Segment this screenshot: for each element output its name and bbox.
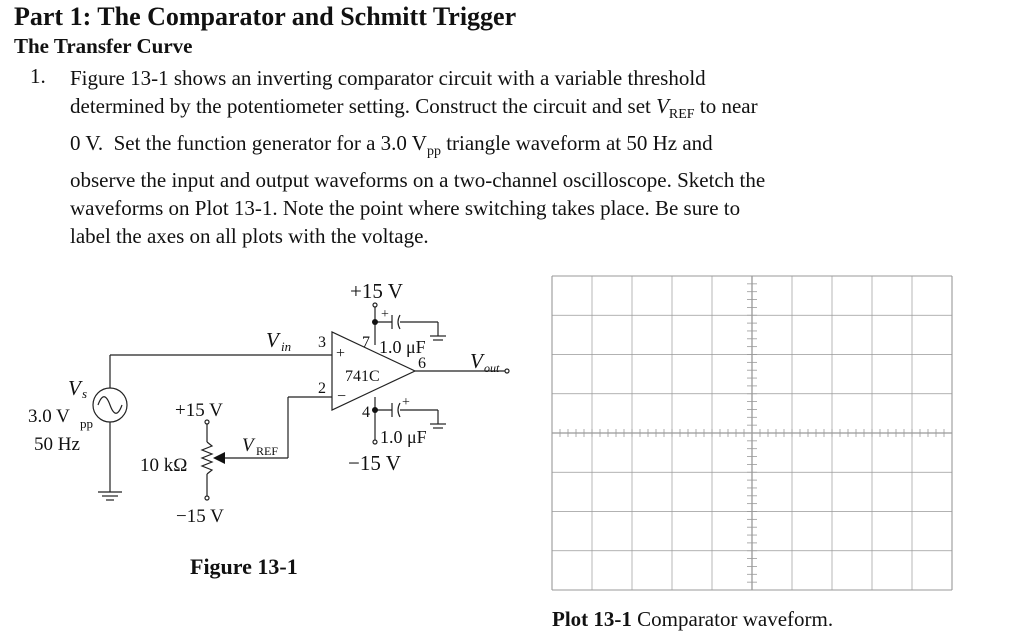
source-frequency: 50 Hz [34, 434, 80, 455]
vpp-subscript: pp [426, 144, 441, 160]
pin-4-label: 4 [362, 404, 370, 421]
vref-subscript-fig: REF [256, 444, 279, 458]
step-paragraph [70, 64, 765, 250]
cap-top-polarity: + [381, 307, 389, 322]
plot-caption-text: Comparator waveform. [631, 607, 834, 631]
pin-7-label: 7 [362, 334, 370, 351]
supply-top-label: +15 V [350, 279, 403, 303]
vs-symbol: V [68, 376, 81, 400]
section-title: Part 1: The Comparator and Schmitt Trigger [14, 2, 517, 31]
pot-value-label: 10 kΩ [140, 455, 188, 476]
potentiometer-icon [202, 442, 212, 474]
cap-bottom-label: 1.0 μF [380, 427, 427, 447]
pot-supply-bottom-label: −15 V [176, 506, 224, 527]
source-amplitude: 3.0 V [28, 406, 70, 427]
plot-caption-bold: Plot 13-1 [552, 607, 632, 631]
sine-wave-icon [98, 397, 122, 414]
pin-2-label: 2 [318, 380, 326, 397]
figure-caption: Figure 13-1 [190, 554, 298, 579]
pin-6-label: 6 [418, 355, 426, 372]
vs-subscript: s [82, 386, 88, 401]
step-line-3-tail: triangle waveform at 50 Hz and [440, 131, 713, 156]
oscilloscope-grid [548, 272, 956, 594]
pin-3-label: 3 [318, 334, 326, 351]
vref-symbol: V [656, 94, 669, 118]
vout-subscript: out [484, 361, 500, 375]
inverting-sign: − [337, 388, 347, 405]
step-line-2-text: determined by the potentiometer setting. Construct the circuit and set [70, 94, 657, 118]
noninverting-sign: + [336, 345, 346, 362]
step-line-3-text: 0 V. Set the function generator for a 3.0 V [70, 131, 427, 156]
opamp-label: 741C [345, 368, 380, 385]
vref-subscript: REF [668, 107, 695, 123]
supply-bottom-terminal [373, 440, 377, 444]
output-terminal [505, 369, 509, 373]
step-line-3 [70, 129, 765, 166]
pot-supply-top-label: +15 V [175, 400, 223, 421]
capacitor-bottom-icon [398, 403, 400, 417]
source-amplitude-sub: pp [80, 416, 93, 431]
circuit-figure [0, 270, 540, 639]
capacitor-top-icon [398, 315, 400, 329]
plot-caption [552, 607, 833, 632]
cap-top-label: 1.0 μF [379, 337, 426, 357]
supply-top-terminal [373, 303, 377, 307]
step-number: 1. [30, 64, 46, 88]
step-line-5: waveforms on Plot 13-1. Note the point where switching takes place. Be sure to [70, 196, 741, 221]
step-line-1: Figure 13-1 shows an inverting comparator circuit with a variable threshold [70, 66, 706, 90]
wiper-arrow-icon [213, 452, 225, 464]
vin-symbol: V [266, 328, 279, 352]
step-line-6: label the axes on all plots with the voltage. [70, 224, 429, 249]
vin-subscript: in [281, 339, 292, 354]
step-line-2-tail: to near [694, 94, 758, 118]
vref-symbol-fig: V [242, 435, 254, 456]
step-line-2 [70, 92, 765, 129]
step-line-4: observe the input and output waveforms on a two-channel oscilloscope. Sketch the [70, 168, 766, 193]
pot-bottom-terminal [205, 496, 209, 500]
cap-bottom-polarity: + [402, 395, 410, 410]
supply-bottom-label: −15 V [348, 451, 401, 475]
vout-symbol: V [470, 349, 483, 373]
subsection-title: The Transfer Curve [14, 34, 193, 58]
